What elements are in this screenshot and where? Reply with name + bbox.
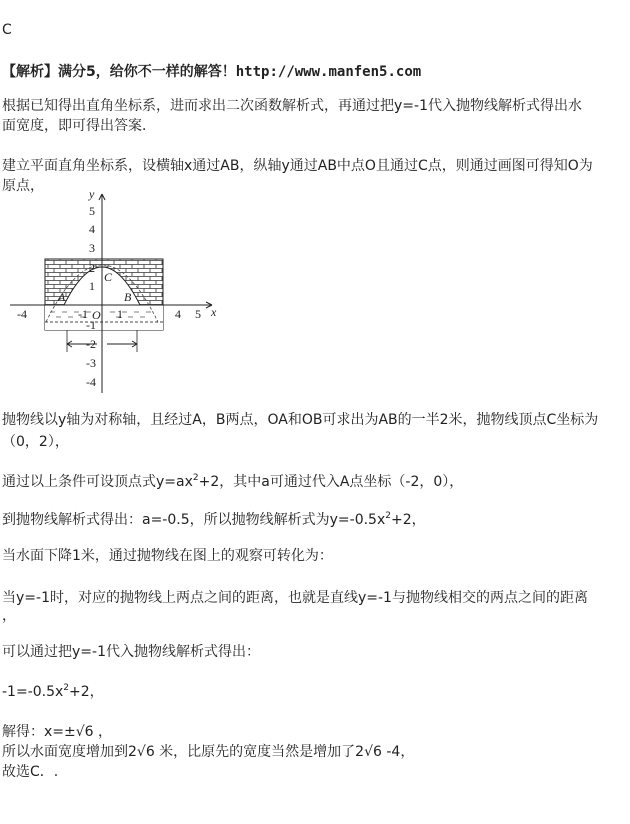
text-line-10: 当y=-1时，对应的抛物线上两点之间的距离，也就是直线y=-1与抛物线相交的两点之间的距离 <box>2 590 588 606</box>
header-title: 【解析】满分5，给你不一样的解答！ <box>2 64 236 80</box>
exponent: 2 <box>192 473 199 483</box>
point-a-label: A <box>58 290 66 304</box>
text-line-13 <box>2 682 104 702</box>
y-tick-label: -1 <box>86 318 96 332</box>
y-tick-label: -4 <box>86 375 96 389</box>
origin-label: O <box>92 308 101 322</box>
text-line-9: 当水面下降1米，通过抛物线在图上的观察可转化为： <box>2 548 333 564</box>
x-tick-label: -1 <box>78 307 88 321</box>
text-line-6: （0，2）， <box>2 434 69 450</box>
text-line-15: 所以水面宽度增加到2√6 米，比原先的宽度当然是增加了2√6 -4， <box>2 744 415 760</box>
y-axis-label: y <box>89 188 95 201</box>
text-line-3: 建立平面直角坐标系，设横轴x通过AB，纵轴y通过AB中点O且通过C点，则通过画图可得知O为 <box>2 158 593 174</box>
text-line-8 <box>2 510 426 530</box>
exponent: 2 <box>385 511 391 521</box>
text-line-16: 故选C．. <box>2 764 59 780</box>
formula-text: 到抛物线解析式得出：a=-0.5，所以抛物线解析式为y=-0.5x <box>2 512 386 528</box>
text-line-5: 抛物线以y轴为对称轴，且经过A，B两点，OA和OB可求出为AB的一半2米，抛物线顶点C坐标为 <box>2 412 599 428</box>
y-tick-label: 3 <box>89 241 95 255</box>
text-line-11: ， <box>2 608 16 624</box>
text-line-4: 原点， <box>2 178 44 194</box>
y-tick-label: 4 <box>89 222 95 236</box>
text-line-2: 面宽度，即可得出答案． <box>2 118 156 134</box>
point-c-label: C <box>104 270 113 284</box>
x-tick-label: 1 <box>117 307 123 321</box>
y-tick-label: 5 <box>89 204 95 218</box>
header-url[interactable]: http://www.manfen5.com <box>235 64 422 80</box>
point-b-label: B <box>124 290 132 304</box>
x-axis-label: x <box>211 305 217 319</box>
text-line-1: 根据已知得出直角坐标系，进而求出二次函数解析式，再通过把y=-1代入抛物线解析式得出水 <box>2 98 582 114</box>
y-tick-label: 2 <box>89 261 95 275</box>
vertex-form-text-rest: +2，其中a可通过代入A点坐标（-2，0）， <box>198 474 464 490</box>
y-tick-label: -3 <box>86 356 96 370</box>
text-line-12: 可以通过把y=-1代入抛物线解析式得出： <box>2 644 260 660</box>
x-tick-label: -4 <box>17 307 27 321</box>
formula-text-rest: +2， <box>390 512 426 528</box>
text-line-7 <box>2 472 463 492</box>
equation-text: -1=-0.5x <box>2 684 64 700</box>
x-tick-label: 4 <box>175 307 181 321</box>
equation-text-rest: +2， <box>69 684 104 700</box>
y-tick-label: -2 <box>86 337 96 351</box>
x-tick-label: 5 <box>195 307 201 321</box>
coordinate-graph <box>0 188 230 400</box>
y-tick-label: 1 <box>89 279 95 293</box>
text-line-14: 解得：x=±√6 ， <box>2 724 113 740</box>
exponent: 2 <box>63 683 70 693</box>
solution-header <box>2 62 421 82</box>
vertex-form-text: 通过以上条件可设顶点式y=ax <box>2 474 193 490</box>
answer-text: C <box>2 22 12 38</box>
